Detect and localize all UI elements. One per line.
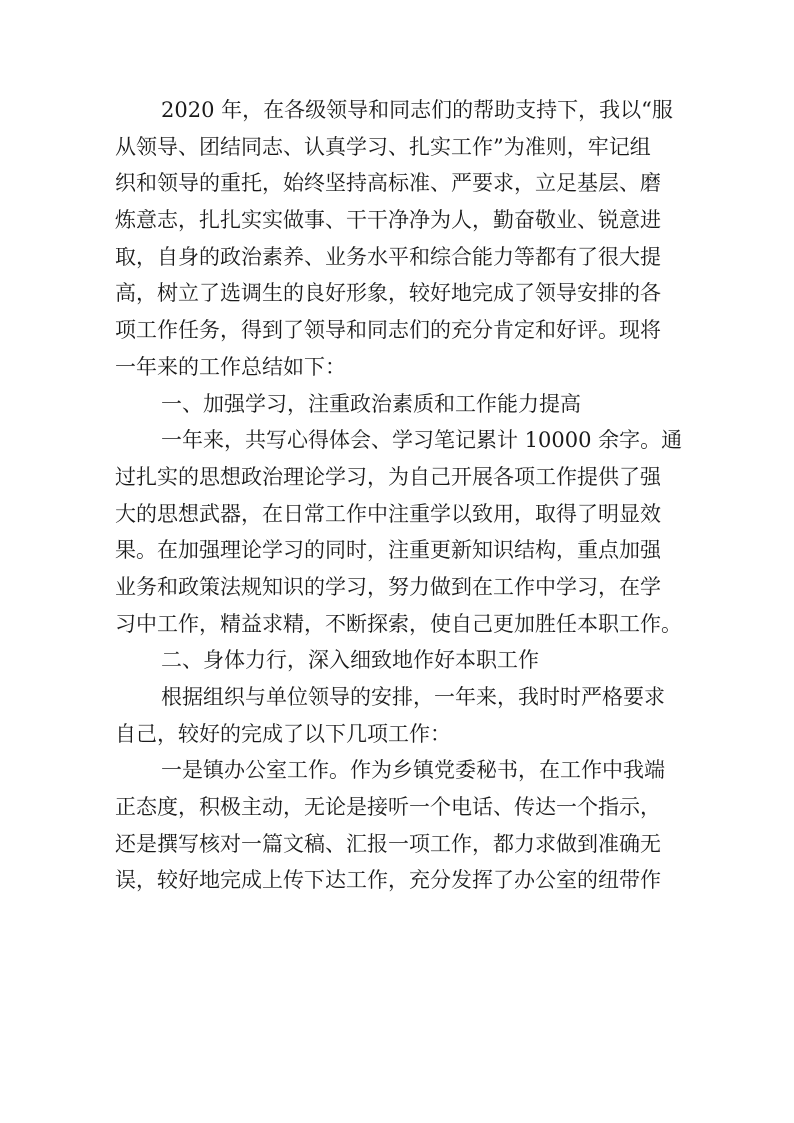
text-line-2: 从领导、团结同志、认真学习、扎实工作”为准则，牢记组: [115, 134, 651, 159]
text-line-7: 项工作任务，得到了领导和同志们的充分肯定和好评。现将: [115, 318, 661, 343]
text-line-21: 还是撰写核对一篇文稿、汇报一项工作，都力求做到准确无: [115, 831, 661, 856]
text-line-6: 高，树立了选调生的良好形象，较好地完成了领导安排的各: [115, 281, 661, 306]
text-line-17: 根据组织与单位领导的安排，一年来，我时时严格要求: [161, 685, 665, 709]
text-line-3: 织和领导的重托，始终坚持高标准、严要求，立足基层、磨: [115, 171, 661, 196]
text-line-4: 炼意志，扎扎实实做事、干干净净为人，勤奋敬业、锐意进: [115, 208, 661, 233]
text-line-8: 一年来的工作总结如下：: [115, 354, 346, 379]
text-line-22: 误，较好地完成上传下达工作，充分发挥了办公室的纽带作: [115, 868, 661, 893]
text-line-5: 取，自身的政治素养、业务水平和综合能力等都有了很大提: [115, 244, 661, 269]
text-line-13: 果。在加强理论学习的同时，注重更新知识结构，重点加强: [115, 538, 661, 563]
text-line-10: 一年来，共写心得体会、学习笔记累计 10000 余字。通: [161, 428, 683, 453]
document-body: [115, 92, 683, 899]
text-line-18: 自己，较好的完成了以下几项工作：: [115, 721, 451, 746]
text-line-20: 正态度，积极主动，无论是接听一个电话、传达一个指示，: [115, 795, 661, 820]
text-line-14: 业务和政策法规知识的学习，努力做到在工作中学习，在学: [115, 574, 661, 599]
text-line-11: 过扎实的思想政治理论学习，为自己开展各项工作提供了强: [115, 464, 661, 489]
section-heading-1: 一、加强学习，注重政治素质和工作能力提高: [161, 391, 581, 416]
section-heading-2: 二、身体力行，深入细致地作好本职工作: [161, 648, 539, 673]
text-line-12: 大的思想武器，在日常工作中注重学以致用，取得了明显效: [115, 501, 661, 526]
text-line-15: 习中工作，精益求精，不断探索，使自己更加胜任本职工作。: [115, 611, 682, 636]
text-line-1: 2020 年，在各级领导和同志们的帮助支持下，我以“服: [161, 98, 673, 122]
text-line-19: 一是镇办公室工作。作为乡镇党委秘书，在工作中我端: [161, 758, 665, 783]
